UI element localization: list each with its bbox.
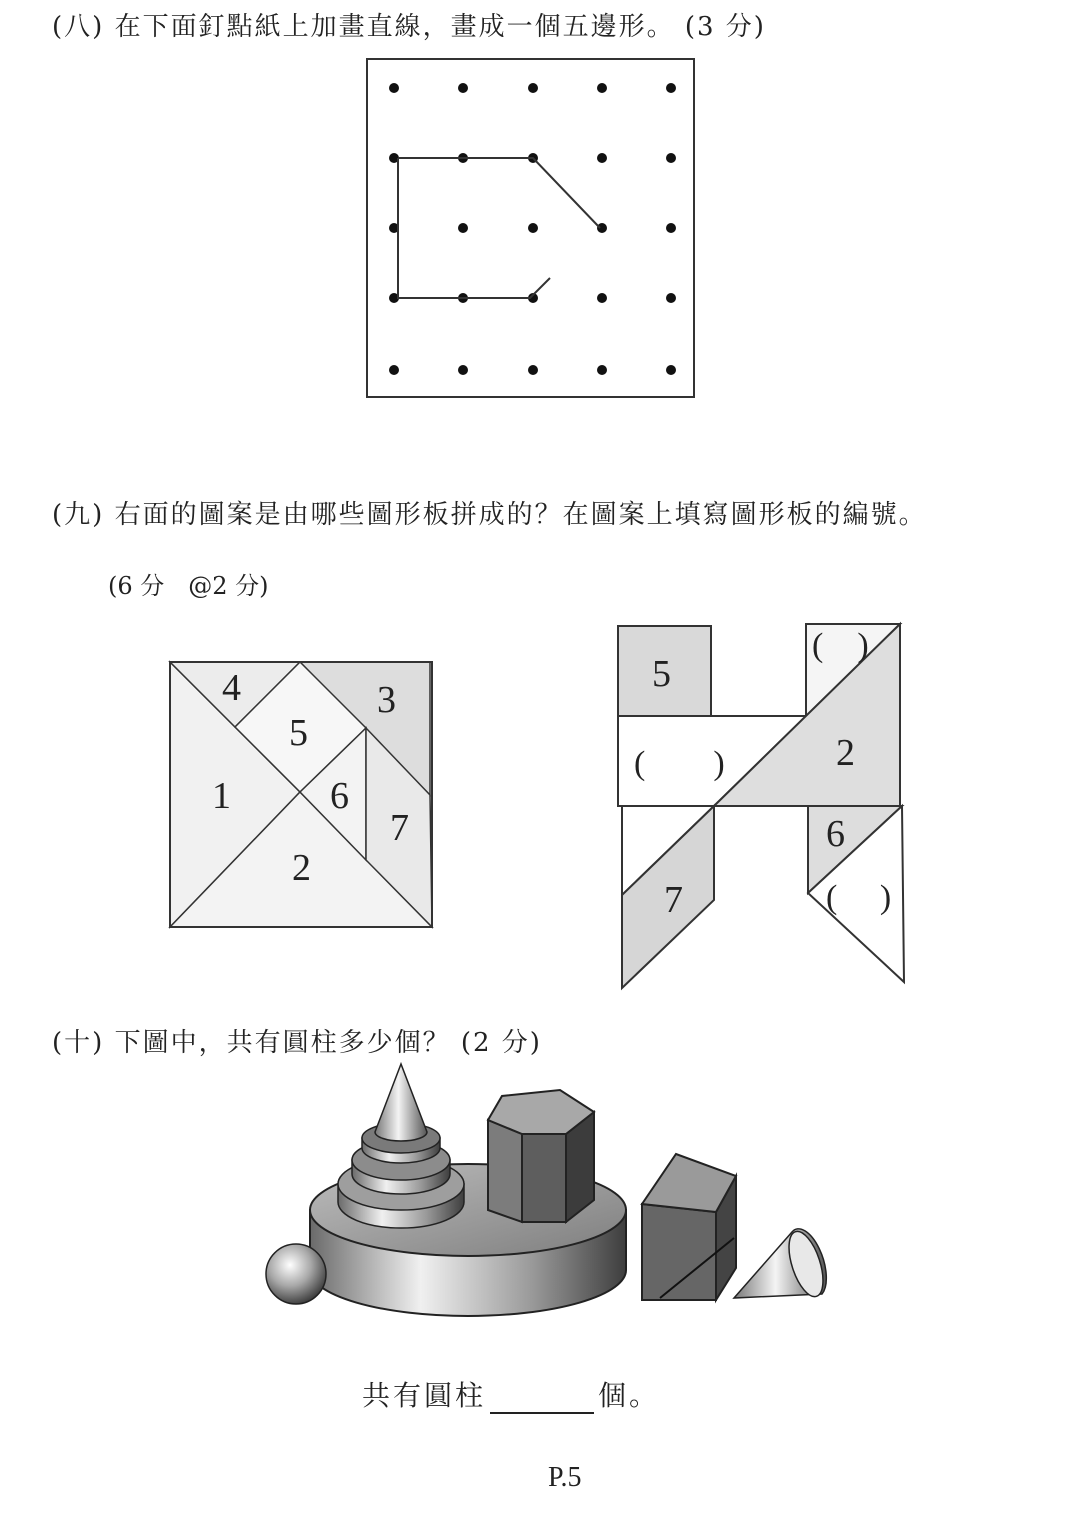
question-8-text: 在下面釘點紙上加畫直線，畫成一個五邊形。 xyxy=(114,12,675,42)
question-9-text: 右面的圖案是由哪些圖形板拼成的？在圖案上填寫圖形板的編號。 xyxy=(114,500,927,530)
question-10-score: (2 分) xyxy=(460,1028,542,1058)
question-9-score: (6 分 @2 分) xyxy=(108,572,269,600)
question-10-number: (十) xyxy=(52,1028,105,1058)
sphere xyxy=(266,1244,326,1304)
tangram-label-6: 6 xyxy=(330,775,349,817)
tangram-label-2: 2 xyxy=(292,847,311,889)
h-blank-top-right[interactable]: ( ) xyxy=(812,627,869,664)
answer-blank[interactable] xyxy=(490,1384,594,1414)
question-10-text: 下圖中，共有圓柱多少個？ xyxy=(114,1028,451,1058)
h-label-7: 7 xyxy=(664,879,683,921)
top-cone xyxy=(375,1064,427,1141)
tangram-label-7: 7 xyxy=(390,807,409,849)
cylinder-count-answer xyxy=(362,1374,660,1414)
pentagonal-prism xyxy=(642,1154,736,1300)
answer-suffix: 個。 xyxy=(598,1379,661,1412)
tangram-label-3: 3 xyxy=(377,679,396,721)
h-blank-left-middle[interactable]: ( ) xyxy=(634,745,725,782)
question-8-number: (八) xyxy=(52,12,105,42)
tangram-label-1: 1 xyxy=(212,775,231,817)
question-9-number: (九) xyxy=(52,500,105,530)
h-label-2: 2 xyxy=(836,732,855,774)
question-8-score: (3 分) xyxy=(684,12,766,42)
tangram-label-4: 4 xyxy=(222,667,241,709)
h-blank-bottom-right[interactable]: ( ) xyxy=(826,879,892,916)
lying-cone xyxy=(734,1227,830,1300)
h-label-5: 5 xyxy=(652,653,671,695)
page-number: P.5 xyxy=(548,1462,582,1493)
h-label-6: 6 xyxy=(826,813,845,855)
hexagonal-prism xyxy=(488,1090,594,1222)
answer-prefix: 共有圓柱 xyxy=(362,1379,487,1412)
tangram-label-5: 5 xyxy=(289,712,308,754)
